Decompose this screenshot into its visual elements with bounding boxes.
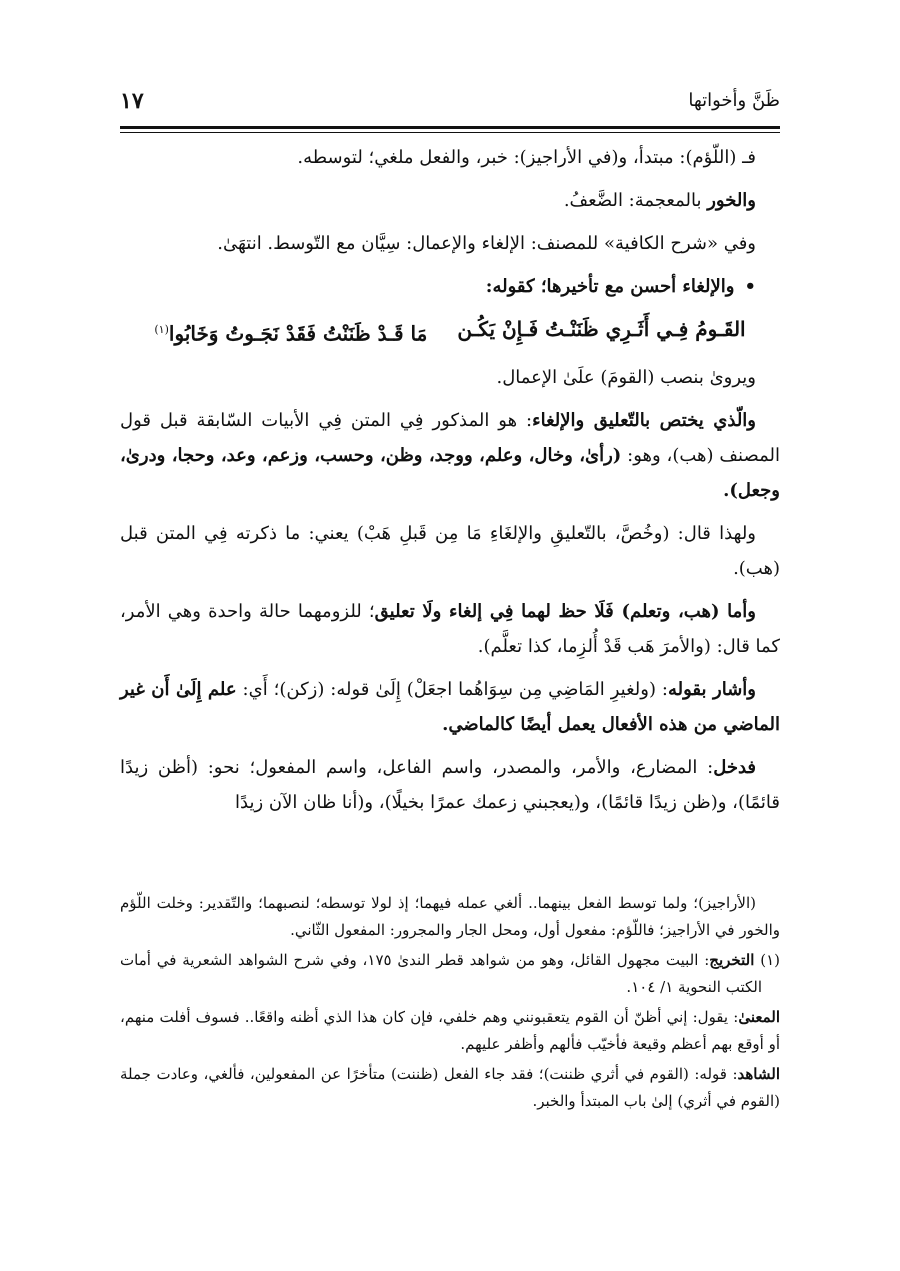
verse-second-text: مَا قَـدْ ظَنَنْتُ فَقَدْ نَجَـوتُ وَخَابُوا — [168, 321, 428, 346]
takhrij-label: التخريج — [709, 951, 755, 969]
footnote-meaning — [120, 1004, 780, 1058]
running-title: ظَنَّ وأخواتها — [688, 90, 780, 111]
verse — [120, 312, 780, 352]
main-text — [120, 140, 780, 828]
heading-dakhal: فدخل — [713, 756, 756, 778]
page-header — [120, 88, 780, 118]
paragraph-7-text: ؛ للزومهما حالة واحدة وهي الأمر، كما قال: (والأمرَ هَب قَدْ أُلزِما، كذا تعلَّم). — [120, 600, 780, 657]
paragraph-9-text: : المضارع، والأمر، والمصدر، واسم الفاعل، واسم المفعول؛ نحو: (أظن زيدًا قائمًا)، و(ظن زيدًا قائمًا)، و(يعجبني زعمك عمرًا بخيلًا)، و(أنا ظان الآن زيدًا — [120, 756, 780, 813]
header-rule-thick — [120, 126, 780, 129]
page-number: ١٧ — [120, 88, 144, 114]
bullet-icon: • — [744, 276, 756, 297]
footnote-1 — [120, 947, 780, 1001]
heading-hab: وأما (هب، وتعلم) فَلَا حظ لهما فِي إلغاء ولَا تعليق — [374, 600, 756, 622]
verse-second-hemistich — [154, 312, 427, 352]
verb-list: (رأىٰ، وخال، وعلم، ووجد، وظن، وحسب، وزعم، وعد، وحجا، ودرىٰ، وجعل). — [120, 444, 780, 501]
takhrij-text: : البيت مجهول القائل، وهو من شواهد قطر الندىٰ ١٧٥، وفي شرح الشواهد الشعرية في أمات الكتب النحوية ١/ ١٠٤. — [120, 951, 762, 996]
footnote-continuation: (الأراجيز)؛ ولما توسط الفعل بينهما.. ألغي عمله فيهما؛ إذ لولا توسطه؛ لنصبهما؛ والتّقدير: وخلت اللّؤم والخور في الأراجيز؛ فاللّؤم: مفعول أول، ومحل الجار والمجرور: المفعول الثّاني. — [120, 894, 780, 939]
bullet-item — [120, 269, 780, 304]
paragraph-7 — [120, 594, 780, 664]
shahid-text: : قوله: (القوم في أثري ظننت)؛ فقد جاء الفعل (ظننت) متأخرًا عن المفعولين، فألغي، وعادت جملة (القوم في أثري) إلىٰ باب المبتدأ والخبر. — [120, 1065, 780, 1110]
paragraph-8-text: : (ولغيرِ المَاضِي مِن سِوَاهُما اجعَلْ) إِلَىٰ قوله: (زكن)؛ أَي: — [236, 678, 668, 700]
heading-ashar: وأشار بقوله — [668, 678, 756, 700]
term-khawr: والخور — [707, 190, 756, 211]
paragraph-9 — [120, 750, 780, 820]
paragraph-4: ويروىٰ بنصب (القومَ) علَىٰ الإعمال. — [496, 366, 756, 388]
footnote-ref[interactable]: (١) — [154, 323, 169, 336]
paragraph-2 — [120, 183, 780, 218]
shahid-label: الشاهد — [737, 1065, 780, 1083]
paragraph-8-conclusion: علم إِلَىٰ أَن غير الماضي من هذه الأفعال يعمل أيضًا كالماضي. — [120, 678, 780, 735]
paragraph-5 — [120, 403, 780, 508]
paragraph-5-text: : هو المذكور فِي المتن فِي الأبيات السّابقة قبل قول المصنف (هب)، وهو: — [120, 409, 780, 466]
paragraph-1: فـ (اللّؤم): مبتدأ، و(في الأراجيز): خبر، والفعل ملغي؛ لتوسطه. — [297, 147, 756, 168]
footnote-number: (١) — [760, 951, 780, 969]
heading-taaliq: والّذي يختص بالتّعليق والإلغاء — [532, 409, 757, 431]
verse-first-hemistich: القَـومُ فِـي أَثَـرِي ظَنَنْـتُ فَـإِنْ يَكُـن — [457, 317, 746, 341]
footnote-shahid — [120, 1061, 780, 1115]
paragraph-6: ولهذا قال: (وخُصَّ، بالتّعليقِ والإلغَاءِ مَا مِن قَبلِ هَبْ) يعني: ما ذكرته فِي المتن قبل (هب). — [120, 522, 780, 579]
header-rule-thin — [120, 132, 780, 133]
paragraph-8 — [120, 672, 780, 742]
paragraph-3: وفي «شرح الكافية» للمصنف: الإلغاء والإعمال: سِيَّان مع التّوسط. انتهَىٰ. — [217, 233, 756, 254]
meaning-label: المعنىٰ — [738, 1008, 780, 1026]
meaning-text: : يقول: إني أظنّ أن القوم يتعقبونني وهم خلفي، فإن كان هذا الذي أظنه واقعًا.. فسوف أفلت منهم، أو أوقع بهم أعظم وقيعة فأخيّب فألهم وأظفر عليهم. — [120, 1008, 780, 1053]
definition-text: بالمعجمة: الضَّعفُ. — [563, 190, 708, 211]
bullet-text: والإلغاء أحسن مع تأخيرها؛ كقوله: — [485, 276, 735, 297]
footnotes — [120, 890, 780, 1118]
